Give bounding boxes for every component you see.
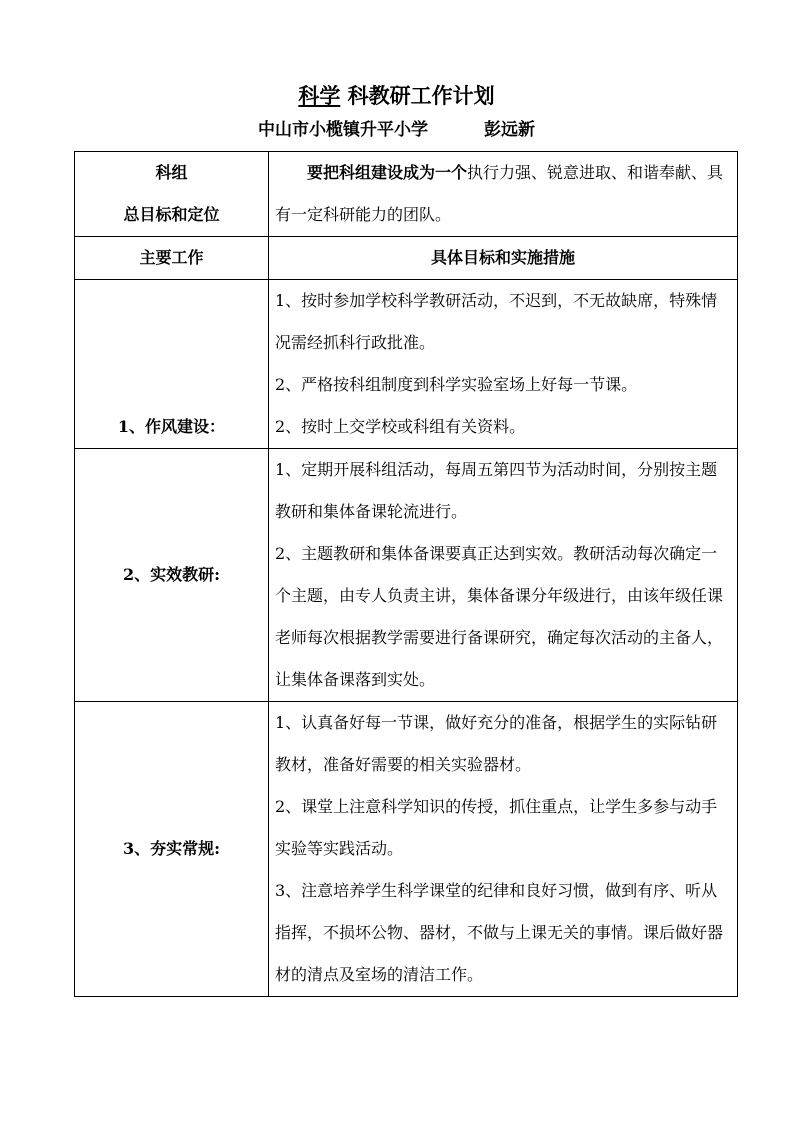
row-label-effective-research: 2、实效教研: xyxy=(75,449,269,702)
header-row xyxy=(75,237,738,280)
goal-text-cell xyxy=(269,152,738,237)
title-subject: 科学 xyxy=(298,83,341,108)
title-rest: 科教研工作计划 xyxy=(340,83,495,108)
row-label-solid-routine: 3、夯实常规: xyxy=(75,702,269,997)
list-item: 3、注意培养学生科学课堂的纪律和良好习惯，做到有序、听从指挥，不损坏公物、器材，不做与上课无关的事情。课后做好器材的清点及室场的清洁工作。 xyxy=(275,881,724,984)
goal-text-bold: 要把科组建设成为一个 xyxy=(307,163,468,182)
goal-label-cell xyxy=(75,152,269,237)
list-item: 1、定期开展科组活动，每周五第四节为活动时间，分别按主题教研和集体备课轮流进行。 xyxy=(275,460,718,521)
row-label-work-style: 1、作风建设： xyxy=(75,280,269,449)
list-item: 2、课堂上注意科学知识的传授，抓住重点，让学生多参与动手实验等实践活动。 xyxy=(275,797,718,858)
goal-text-rest: 执行力强、锐意进取、和谐奉献、具有一定科研能力的团队。 xyxy=(275,163,724,224)
row-items-work-style xyxy=(269,280,738,449)
table-row xyxy=(75,280,738,449)
goal-label-line2: 总目标和定位 xyxy=(123,205,220,224)
table-row xyxy=(75,702,738,997)
table-row xyxy=(75,449,738,702)
header-right: 具体目标和实施措施 xyxy=(269,237,738,280)
plan-table xyxy=(74,151,738,997)
row-items-solid-routine xyxy=(269,702,738,997)
school-name: 中山市小榄镇升平小学 xyxy=(258,120,428,140)
list-item: 1、认真备好每一节课，做好充分的准备，根据学生的实际钻研教材，准备好需要的相关实验器材。 xyxy=(275,713,718,774)
row-items-effective-research xyxy=(269,449,738,702)
goal-row xyxy=(75,152,738,237)
author-name: 彭远新 xyxy=(484,120,535,140)
goal-label-line1: 科组 xyxy=(155,163,188,182)
document-subtitle xyxy=(0,118,793,142)
list-item: 2、主题教研和集体备课要真正达到实效。教研活动每次确定一个主题，由专人负责主讲，集体备课分年级进行，由该年级任课老师每次根据教学需要进行备课研究，确定每次活动的主备人，让集体备课落到实处。 xyxy=(275,544,724,689)
list-item: 2、严格按科组制度到科学实验室场上好每一节课。 xyxy=(275,375,638,394)
document-title xyxy=(0,82,793,110)
header-left: 主要工作 xyxy=(75,237,269,280)
list-item: 2、按时上交学校或科组有关资料。 xyxy=(275,417,526,436)
list-item: 1、按时参加学校科学教研活动，不迟到，不无故缺席，特殊情况需经抓科行政批准。 xyxy=(275,291,718,352)
